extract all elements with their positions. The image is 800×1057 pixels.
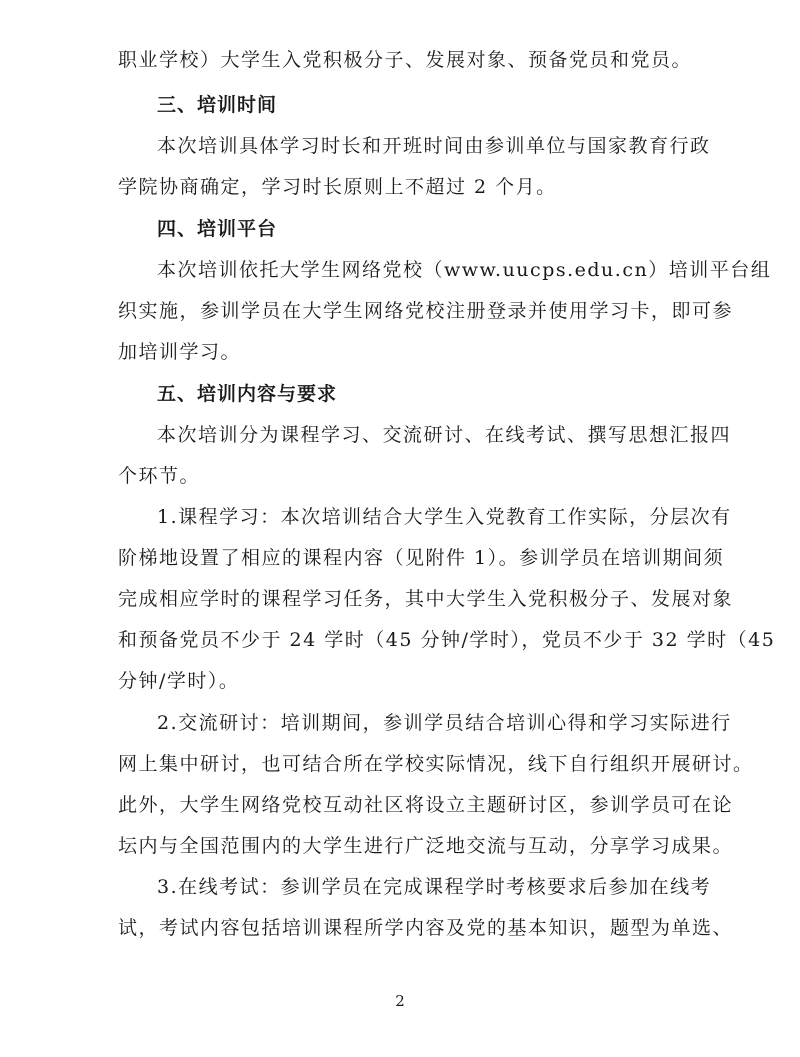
paragraph-line: 试，考试内容包括培训课程所学内容及党的基本知识，题型为单选、 bbox=[118, 917, 734, 939]
paragraph-line: 本次培训具体学习时长和开班时间由参训单位与国家教育行政 bbox=[157, 135, 711, 157]
paragraph-line: 和预备党员不少于 24 学时（45 分钟/学时），党员不少于 32 学时（45 bbox=[118, 629, 776, 651]
paragraph-line: 加培训学习。 bbox=[118, 341, 242, 363]
section-heading-training-content: 五、培训内容与要求 bbox=[157, 383, 338, 405]
paragraph-line: 职业学校）大学生入党积极分子、发展对象、预备党员和党员。 bbox=[118, 49, 693, 71]
paragraph-line: 织实施，参训学员在大学生网络党校注册登录并使用学习卡，即可参 bbox=[118, 300, 734, 322]
paragraph-line: 3.在线考试：参训学员在完成课程学时考核要求后参加在线考 bbox=[157, 876, 712, 898]
paragraph-line: 分钟/学时）。 bbox=[118, 670, 240, 692]
paragraph-line: 完成相应学时的课程学习任务，其中大学生入党积极分子、发展对象 bbox=[118, 588, 734, 610]
page-number: 2 bbox=[395, 992, 405, 1010]
section-heading-training-platform: 四、培训平台 bbox=[157, 218, 278, 240]
paragraph-line: 1.课程学习：本次培训结合大学生入党教育工作实际，分层次有 bbox=[157, 506, 732, 528]
section-heading-training-time: 三、培训时间 bbox=[157, 94, 278, 116]
paragraph-line: 个环节。 bbox=[118, 465, 201, 487]
paragraph-line: 阶梯地设置了相应的课程内容（见附件 1）。参训学员在培训期间须 bbox=[118, 547, 725, 569]
paragraph-line: 2.交流研讨：培训期间，参训学员结合培训心得和学习实际进行 bbox=[157, 712, 732, 734]
paragraph-line: 学院协商确定，学习时长原则上不超过 2 个月。 bbox=[118, 176, 557, 198]
paragraph-line: 本次培训依托大学生网络党校（www.uucps.edu.cn）培训平台组 bbox=[157, 259, 772, 281]
paragraph-line: 坛内与全国范围内的大学生进行广泛地交流与互动，分享学习成果。 bbox=[118, 835, 734, 857]
paragraph-line: 本次培训分为课程学习、交流研讨、在线考试、撰写思想汇报四 bbox=[157, 424, 732, 446]
paragraph-line: 网上集中研讨，也可结合所在学校实际情况，线下自行组织开展研讨。 bbox=[118, 753, 754, 775]
paragraph-line: 此外，大学生网络党校互动社区将设立主题研讨区，参训学员可在论 bbox=[118, 794, 734, 816]
